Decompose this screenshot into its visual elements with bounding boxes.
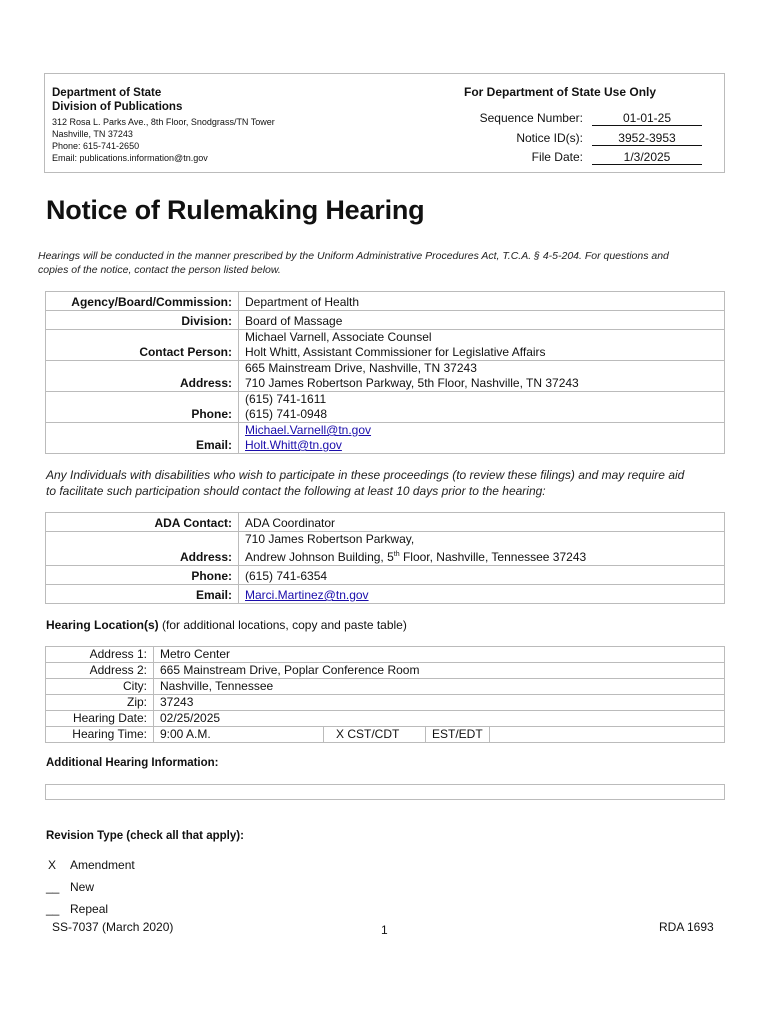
hl-zip-value[interactable]: 37243 — [154, 695, 725, 711]
agency-table — [45, 291, 725, 454]
ada-contact-label: ADA Contact: — [46, 513, 239, 532]
division-name: Division of Publications — [52, 101, 183, 113]
division-label: Division: — [46, 311, 239, 330]
sequence-value: 01-01-25 — [592, 111, 702, 126]
hl-date-label: Hearing Date: — [46, 711, 154, 727]
contact-value[interactable] — [239, 330, 725, 361]
ada-email-label: Email: — [46, 585, 239, 604]
contact-row — [46, 330, 725, 361]
email-row — [46, 423, 725, 454]
hearing-location-table — [45, 646, 725, 743]
email-value — [239, 423, 725, 454]
revision-mark-new[interactable]: __ — [46, 880, 60, 894]
ada-phone-label: Phone: — [46, 566, 239, 585]
phone-line-2: (615) 741-0948 — [245, 407, 328, 421]
additional-info-title: Additional Hearing Information: — [46, 757, 219, 769]
hl-addr2-label: Address 2: — [46, 663, 154, 679]
address-row — [46, 361, 725, 392]
hl-time-spacer — [490, 727, 725, 743]
agency-row — [46, 292, 725, 311]
state-use-only: For Department of State Use Only — [464, 85, 657, 99]
contact-line-1: Michael Varnell, Associate Counsel — [245, 330, 432, 344]
filedate-value: 1/3/2025 — [592, 150, 702, 165]
division-value[interactable]: Board of Massage — [239, 311, 725, 330]
footer-form-number: SS-7037 (March 2020) — [52, 920, 174, 934]
ada-phone-value[interactable]: (615) 741-6354 — [239, 566, 725, 585]
hl-time-value[interactable]: 9:00 A.M. — [154, 727, 324, 743]
dept-address: 312 Rosa L. Parks Ave., 8th Floor, Snodgrass/TN Tower — [52, 117, 275, 127]
ada-email-link[interactable]: Marci.Martinez@tn.gov — [245, 588, 369, 602]
revision-mark-repeal[interactable]: __ — [46, 902, 60, 916]
ada-note-line-1: Any Individuals with disabilities who wish to participate in these proceedings (to review these filings) and may require aid — [46, 468, 685, 482]
phone-value[interactable] — [239, 392, 725, 423]
intro-line-2: copies of the notice, contact the person listed below. — [38, 264, 281, 276]
ada-address-line-2: Andrew Johnson Building, 5th Floor, Nashville, Tennessee 37243 — [245, 550, 587, 564]
ada-email-row — [46, 585, 725, 604]
footer-page-number: 1 — [381, 923, 388, 937]
agency-value[interactable]: Department of Health — [239, 292, 725, 311]
hl-addr2-row — [46, 663, 725, 679]
ada-email-value — [239, 585, 725, 604]
page-title: Notice of Rulemaking Hearing — [46, 195, 425, 225]
hl-time-row — [46, 727, 725, 743]
hl-cst-option[interactable]: X CST/CDT — [324, 727, 426, 743]
ada-address-label: Address: — [46, 532, 239, 566]
hl-addr1-row — [46, 647, 725, 663]
agency-label: Agency/Board/Commission: — [46, 292, 239, 311]
ada-address-line-1: 710 James Robertson Parkway, — [245, 532, 415, 546]
dept-name: Department of State — [52, 87, 162, 99]
hl-city-label: City: — [46, 679, 154, 695]
intro-line-1: Hearings will be conducted in the manner prescribed by the Uniform Administrative Procedures Act, T.C.A. § 4-5-204. For questions and — [38, 250, 669, 262]
address-label: Address: — [46, 361, 239, 392]
ada-address-row — [46, 532, 725, 566]
email-link-1[interactable]: Michael.Varnell@tn.gov — [245, 423, 372, 437]
email-label: Email: — [46, 423, 239, 454]
hl-date-row — [46, 711, 725, 727]
revision-title: Revision Type (check all that apply): — [46, 830, 244, 842]
revision-label-repeal: Repeal — [70, 902, 109, 916]
ada-contact-value[interactable]: ADA Coordinator — [239, 513, 725, 532]
hl-zip-label: Zip: — [46, 695, 154, 711]
address-value[interactable] — [239, 361, 725, 392]
notice-value: 3952-3953 — [592, 131, 702, 146]
additional-info-field[interactable] — [45, 784, 725, 800]
contact-line-2: Holt Whitt, Assistant Commissioner for Legislative Affairs — [245, 345, 546, 359]
notice-label: Notice ID(s): — [516, 131, 583, 145]
hl-time-label: Hearing Time: — [46, 727, 154, 743]
sequence-label: Sequence Number: — [479, 111, 583, 125]
hl-city-value[interactable]: Nashville, Tennessee — [154, 679, 725, 695]
dept-city: Nashville, TN 37243 — [52, 129, 133, 139]
revision-mark-amendment[interactable]: X — [48, 858, 57, 872]
address-line-2: 710 James Robertson Parkway, 5th Floor, Nashville, TN 37243 — [245, 376, 579, 390]
division-row — [46, 311, 725, 330]
dept-email: Email: publications.information@tn.gov — [52, 153, 208, 163]
hl-est-option[interactable]: EST/EDT — [426, 727, 490, 743]
address-line-1: 665 Mainstream Drive, Nashville, TN 37243 — [245, 361, 477, 375]
hl-addr1-value[interactable]: Metro Center — [154, 647, 725, 663]
hl-date-value[interactable]: 02/25/2025 — [154, 711, 725, 727]
ada-note-line-2: to facilitate such participation should contact the following at least 10 days prior to the hearing: — [46, 484, 546, 498]
revision-label-new: New — [70, 880, 95, 894]
hl-zip-row — [46, 695, 725, 711]
hl-addr1-label: Address 1: — [46, 647, 154, 663]
revision-label-amendment: Amendment — [70, 858, 135, 872]
email-link-2[interactable]: Holt.Whitt@tn.gov — [245, 438, 342, 452]
dept-phone: Phone: 615-741-2650 — [52, 141, 140, 151]
phone-line-1: (615) 741-1611 — [245, 392, 327, 406]
hl-city-row — [46, 679, 725, 695]
ada-address-value[interactable] — [239, 532, 725, 566]
contact-label: Contact Person: — [46, 330, 239, 361]
hl-addr2-value[interactable]: 665 Mainstream Drive, Poplar Conference Room — [154, 663, 725, 679]
hearing-location-title: Hearing Location(s) (for additional locations, copy and paste table) — [46, 618, 407, 632]
phone-row — [46, 392, 725, 423]
footer-rda: RDA 1693 — [659, 920, 714, 934]
phone-label: Phone: — [46, 392, 239, 423]
ada-contact-row — [46, 513, 725, 532]
filedate-label: File Date: — [531, 150, 583, 164]
ada-phone-row — [46, 566, 725, 585]
ada-table — [45, 512, 725, 604]
